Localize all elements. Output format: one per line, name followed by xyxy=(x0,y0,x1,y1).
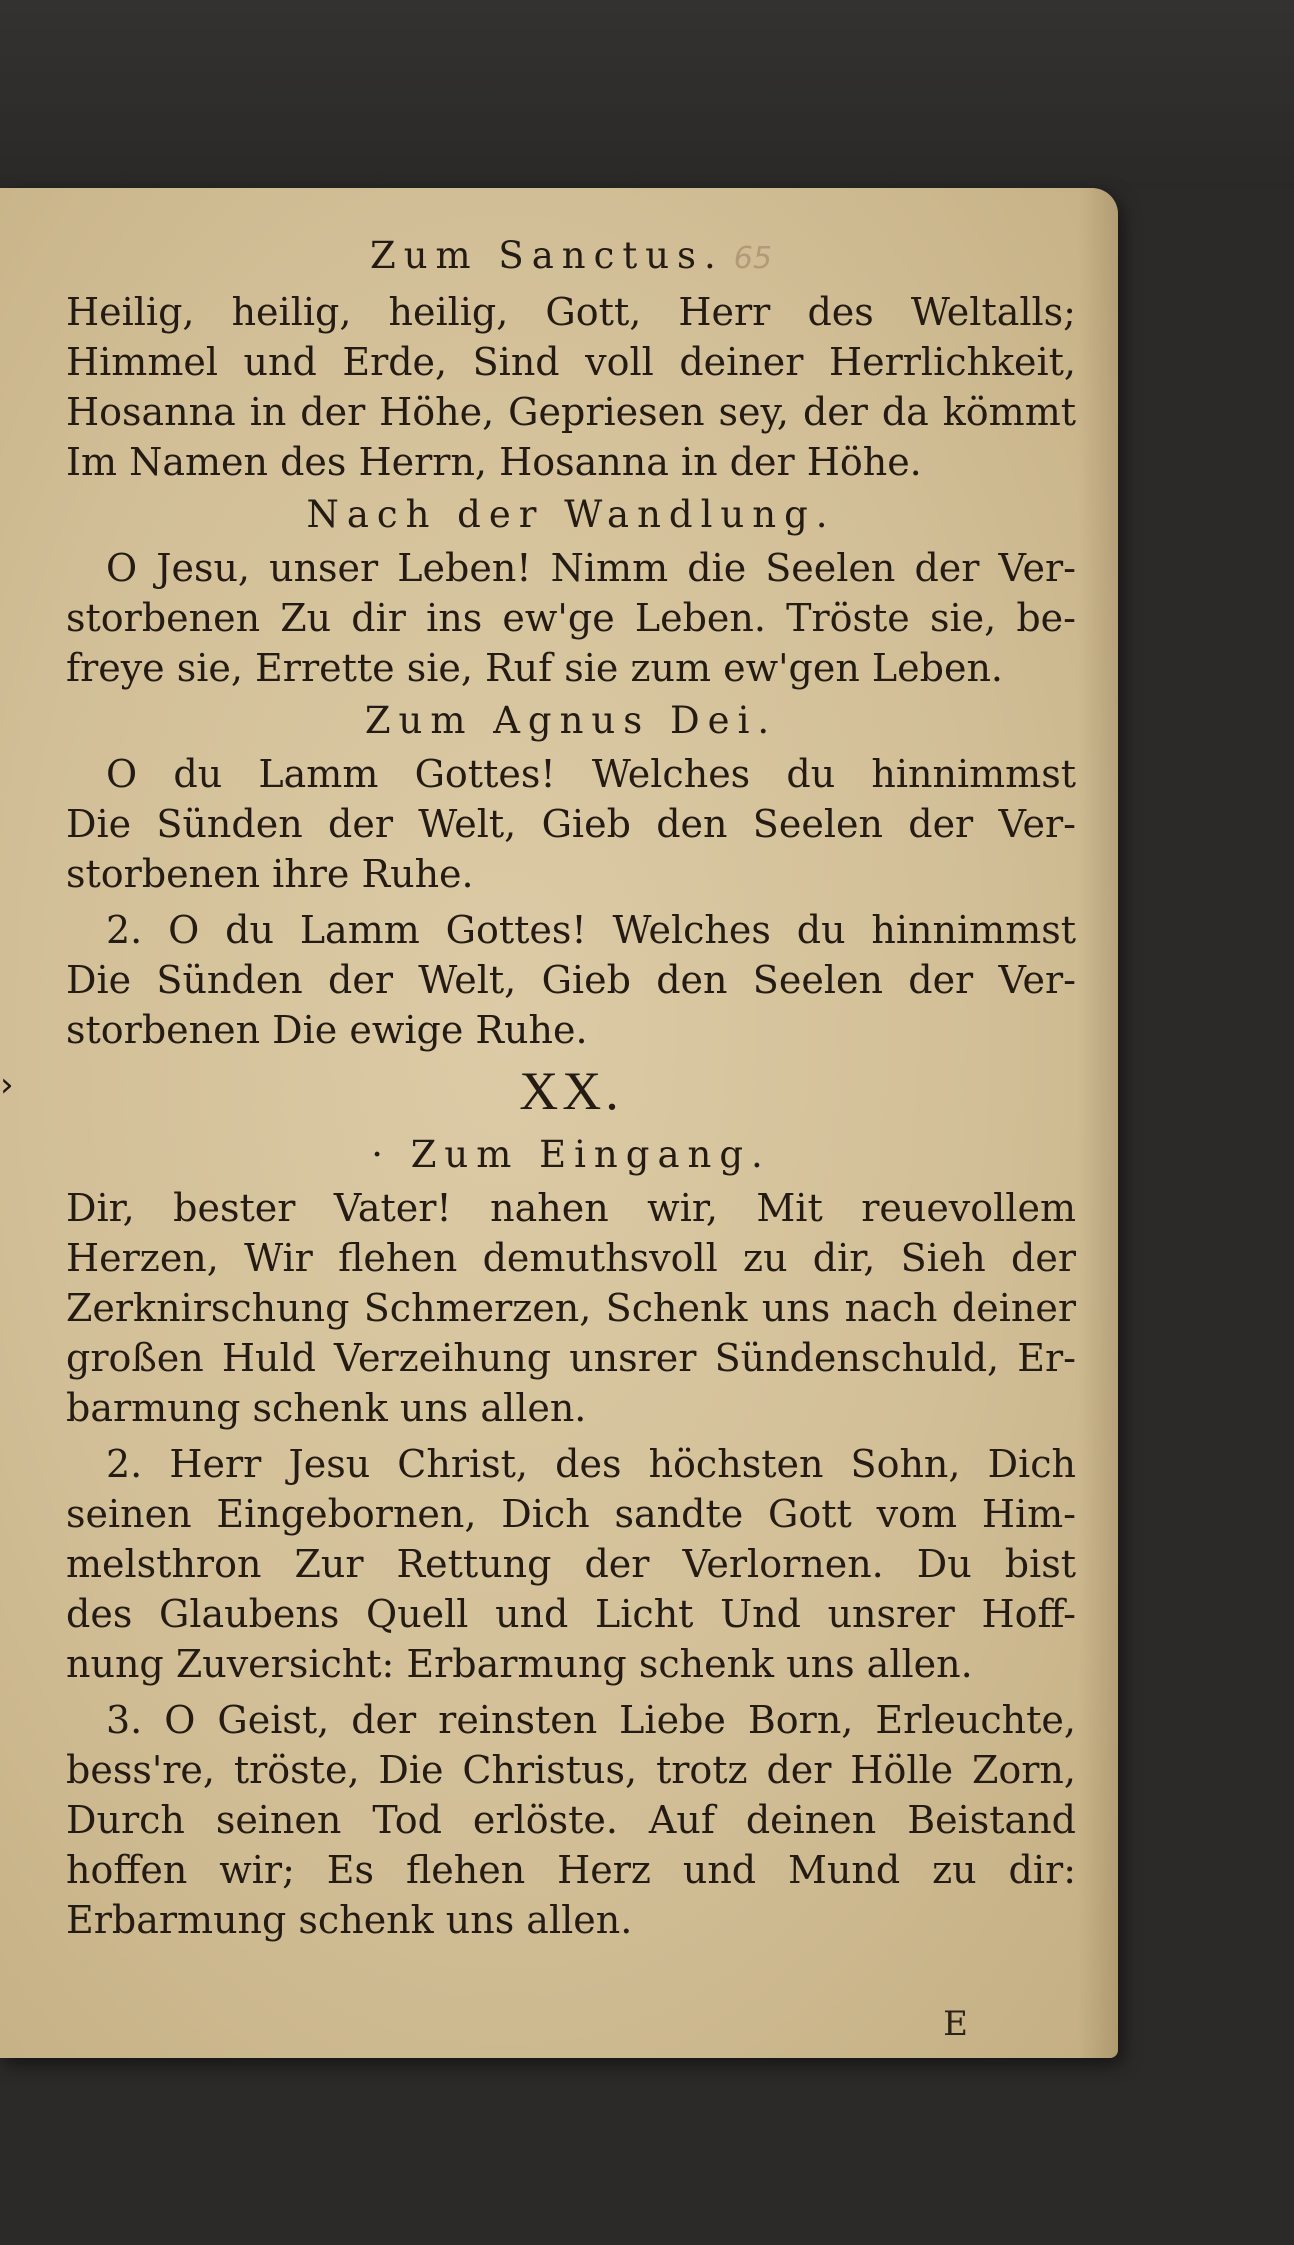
eingang-verse1-line: Dir, bester Vater! nahen wir, Mit reuevollem xyxy=(66,1186,1076,1230)
heading-sanctus xyxy=(66,228,1076,287)
heading-agnus-dei: Zum Agnus Dei. xyxy=(364,699,778,742)
eingang-verse2-line: nung Zuversicht: Erbarmung schenk uns allen. xyxy=(66,1642,973,1686)
eingang-verse1-line: Herzen, Wir flehen demuthsvoll zu dir, Sieh der xyxy=(66,1236,1076,1280)
agnus-verse1-line: Die Sünden der Welt, Gieb den Seelen der Ver- xyxy=(66,802,1076,846)
section-numeral: XX. xyxy=(519,1061,623,1121)
sanctus-line: Im Namen des Herrn, Hosanna in der Höhe. xyxy=(66,440,922,484)
eingang-verse3-line: 3. O Geist, der reinsten Liebe Born, Erleuchte, xyxy=(106,1698,1076,1742)
eingang-verse2-line: seinen Eingebornen, Dich sandte Gott vom Him- xyxy=(66,1492,1076,1536)
eingang-verse2-line: melsthron Zur Rettung der Verlornen. Du bist xyxy=(66,1542,1076,1586)
eingang-verse2-line: des Glaubens Quell und Licht Und unsrer Hoff- xyxy=(66,1592,1076,1636)
sanctus-line: Himmel und Erde, Sind voll deiner Herrlichkeit, xyxy=(66,340,1076,384)
page-text xyxy=(66,228,1076,1945)
eingang-verse1-line: barmung schenk uns allen. xyxy=(66,1386,587,1430)
catchword: E xyxy=(943,2004,968,2044)
eingang-verse1-line: Zerknirschung Schmerzen, Schenk uns nach deiner xyxy=(66,1286,1076,1330)
book-page xyxy=(0,188,1118,2058)
page-edge-shadow xyxy=(1078,188,1118,2058)
eingang-verse3-line: bess're, tröste, Die Christus, trotz der Hölle Zorn, xyxy=(66,1748,1076,1792)
heading-eingang: · Zum Eingang. xyxy=(371,1133,771,1176)
agnus-verse1-line: storbenen ihre Ruhe. xyxy=(66,852,474,896)
eingang-verse3-line: Erbarmung schenk uns allen. xyxy=(66,1898,633,1942)
eingang-verse3-line: Durch seinen Tod erlöste. Auf deinen Beistand xyxy=(66,1798,1076,1842)
agnus-verse2-line: 2. O du Lamm Gottes! Welches du hinnimmst xyxy=(106,908,1076,952)
eingang-verse3-line: hoffen wir; Es flehen Herz und Mund zu dir: xyxy=(66,1848,1076,1892)
background-dark xyxy=(0,0,1294,190)
eingang-verse2-line: 2. Herr Jesu Christ, des höchsten Sohn, Dich xyxy=(106,1442,1076,1486)
wandlung-line: freye sie, Errette sie, Ruf sie zum ew'gen Leben. xyxy=(66,646,1003,690)
wandlung-line: storbenen Zu dir ins ew'ge Leben. Tröste sie, be- xyxy=(66,596,1076,640)
heading-sanctus-text: Zum Sanctus. xyxy=(370,234,724,277)
eingang-verse1-line: großen Huld Verzeihung unsrer Sündenschuld, Er- xyxy=(66,1336,1076,1380)
wandlung-line: O Jesu, unser Leben! Nimm die Seelen der Ver- xyxy=(106,546,1076,590)
agnus-verse1-line: O du Lamm Gottes! Welches du hinnimmst xyxy=(106,752,1076,796)
sanctus-line: Hosanna in der Höhe, Gepriesen sey, der da kömmt xyxy=(66,390,1076,434)
heading-wandlung: Nach der Wandlung. xyxy=(306,493,836,536)
spine-mark: › xyxy=(0,1065,14,1105)
agnus-verse2-line: storbenen Die ewige Ruhe. xyxy=(66,1008,588,1052)
page-number: 65 xyxy=(733,241,772,276)
agnus-verse2-line: Die Sünden der Welt, Gieb den Seelen der Ver- xyxy=(66,958,1076,1002)
sanctus-line: Heilig, heilig, heilig, Gott, Herr des Weltalls; xyxy=(66,290,1076,334)
